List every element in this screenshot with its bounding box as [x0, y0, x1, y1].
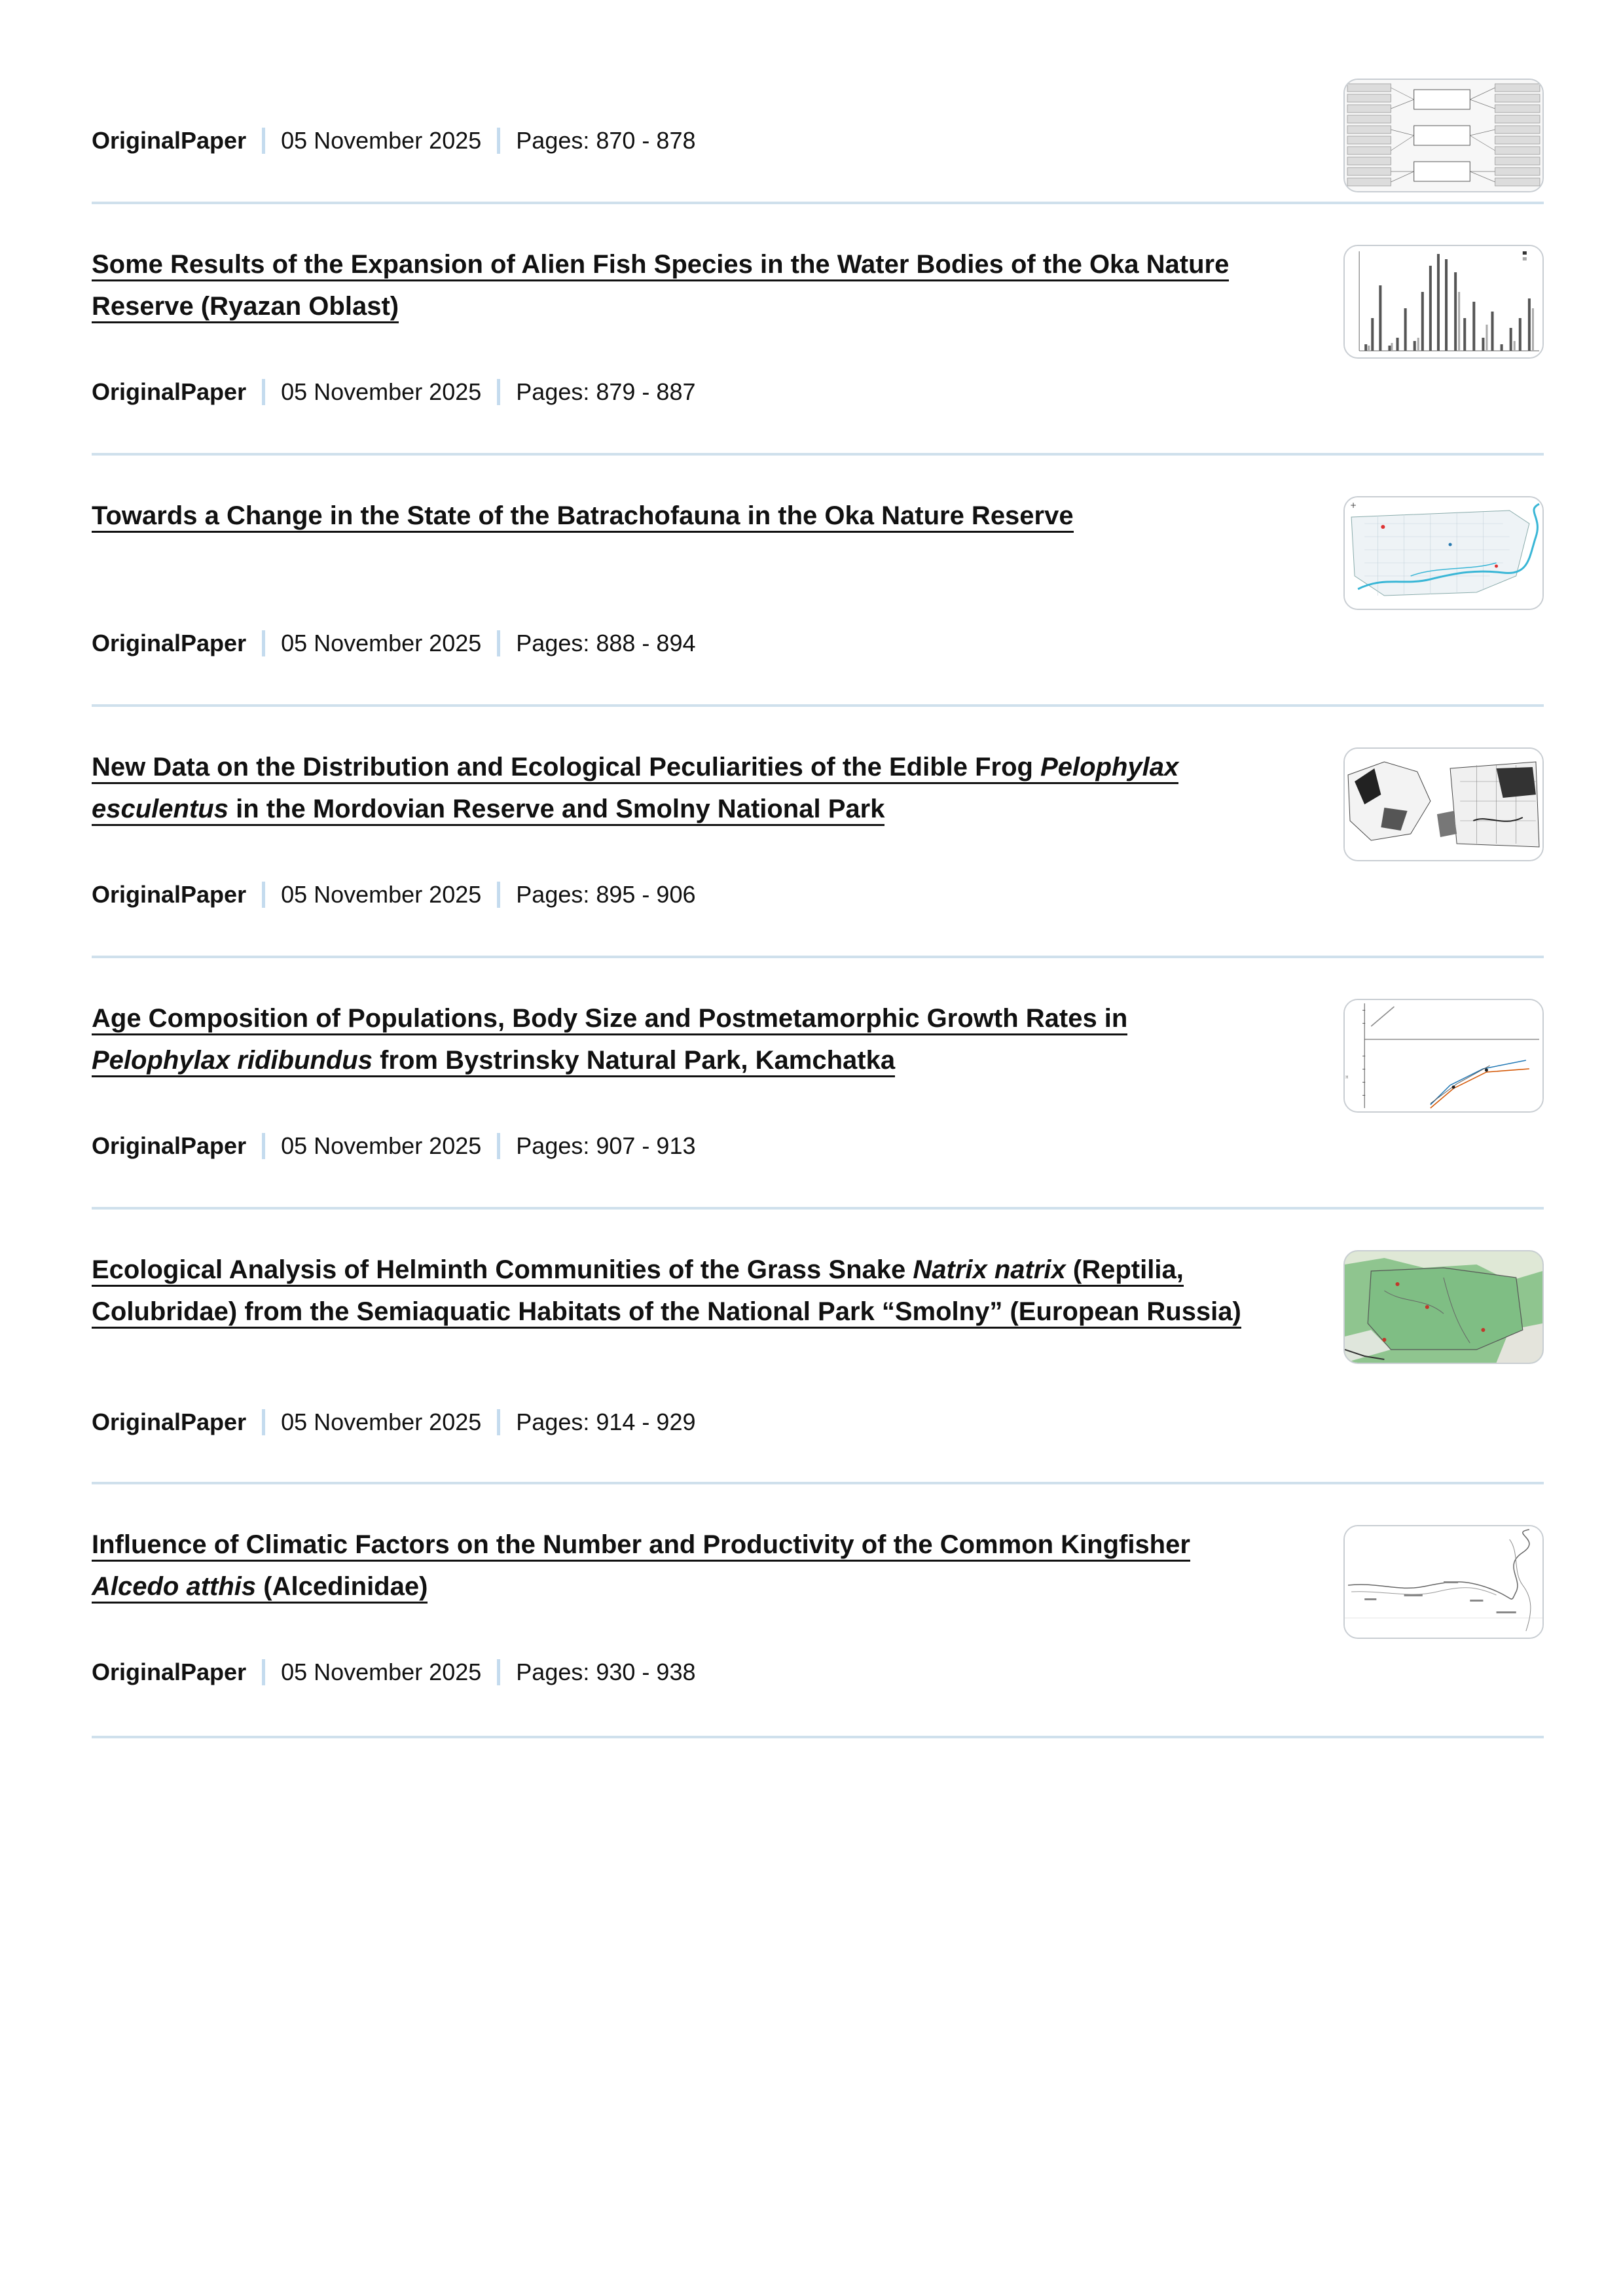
- content-type: OriginalPaper: [92, 881, 247, 908]
- article-item: [92, 707, 1544, 958]
- article-title: [92, 746, 1257, 830]
- species-name: Alcedo atthis: [92, 1572, 257, 1601]
- article-item: [92, 204, 1544, 456]
- content-type: OriginalPaper: [92, 1132, 247, 1159]
- article-item: [92, 1484, 1544, 1738]
- page-range: Pages: 914 - 929: [516, 1408, 696, 1435]
- content-type: OriginalPaper: [92, 1659, 247, 1685]
- species-name: Natrix natrix: [913, 1255, 1066, 1284]
- content-type: OriginalPaper: [92, 378, 247, 405]
- meta-separator: [497, 882, 500, 908]
- meta-separator: [262, 630, 265, 656]
- article-title-link[interactable]: Some Results of the Expansion of Alien Fish Species in the Water Bodies of the Oka Nature Reserve (Ryazan Oblast): [92, 250, 1229, 323]
- meta-separator: [262, 1409, 265, 1435]
- article-title: [92, 495, 1257, 537]
- meta-separator: [497, 630, 500, 656]
- article-title-link[interactable]: Age Composition of Populations, Body Size and Postmetamorphic Growth Rates in Pelophylax ridibundus from Bystrinsky Natural Park, Kamchatka: [92, 1004, 1127, 1077]
- meta-separator: [262, 1133, 265, 1159]
- meta-separator: [497, 128, 500, 154]
- meta-separator: [262, 882, 265, 908]
- article-item: [92, 1210, 1544, 1484]
- page-range: Pages: 888 - 894: [516, 630, 696, 656]
- article-meta: [92, 878, 695, 911]
- article-meta: [92, 1130, 695, 1162]
- river-map-thumbnail[interactable]: [1343, 1525, 1544, 1639]
- publication-date: 05 November 2025: [281, 1659, 482, 1685]
- article-title: [92, 1524, 1257, 1607]
- article-list: [92, 0, 1544, 1741]
- article-title: [92, 1249, 1257, 1333]
- meta-separator: [497, 1659, 500, 1685]
- publication-date: 05 November 2025: [281, 881, 482, 908]
- publication-date: 05 November 2025: [281, 127, 482, 154]
- article-title-link[interactable]: Influence of Climatic Factors on the Number and Productivity of the Common Kingfisher Alcedo atthis (Alcedinidae): [92, 1530, 1190, 1604]
- article-meta: [92, 124, 695, 157]
- svg-text:+: +: [1350, 501, 1357, 510]
- svg-text:ᴴ: ᴴ: [1345, 1075, 1353, 1079]
- content-type: OriginalPaper: [92, 630, 247, 656]
- article-meta: [92, 376, 695, 408]
- article-item: [92, 958, 1544, 1210]
- item-divider: [92, 1736, 1544, 1738]
- article-meta: [92, 627, 695, 660]
- article-title-link[interactable]: Towards a Change in the State of the Batrachofauna in the Oka Nature Reserve: [92, 501, 1074, 533]
- publication-date: 05 November 2025: [281, 1408, 482, 1435]
- content-type: OriginalPaper: [92, 1408, 247, 1435]
- publication-date: 05 November 2025: [281, 630, 482, 656]
- article-meta: [92, 1656, 695, 1689]
- green-map-thumbnail[interactable]: [1343, 1250, 1544, 1364]
- page-range: Pages: 879 - 887: [516, 378, 696, 405]
- meta-separator: [497, 379, 500, 405]
- article-title: [92, 243, 1257, 327]
- article-meta: [92, 1406, 695, 1439]
- species-name: Pelophylax ridibundus: [92, 1046, 373, 1075]
- article-item: [92, 0, 1544, 204]
- publication-date: 05 November 2025: [281, 378, 482, 405]
- page-range: Pages: 895 - 906: [516, 881, 696, 908]
- content-type: OriginalPaper: [92, 127, 247, 154]
- meta-separator: [262, 128, 265, 154]
- meta-separator: [262, 379, 265, 405]
- article-title: [92, 997, 1257, 1081]
- flow-diagram-thumbnail[interactable]: [1343, 79, 1544, 192]
- page-range: Pages: 907 - 913: [516, 1132, 696, 1159]
- map-thumbnail[interactable]: [1343, 747, 1544, 861]
- species-name: Pelophylax esculentus: [92, 753, 1179, 823]
- line-chart-thumbnail[interactable]: [1343, 999, 1544, 1113]
- article-title-link[interactable]: New Data on the Distribution and Ecological Peculiarities of the Edible Frog Pelophylax esculentus in the Mordovian Reserve and Smolny National Park: [92, 753, 1178, 826]
- article-item: [92, 456, 1544, 707]
- meta-separator: [497, 1409, 500, 1435]
- article-title-link[interactable]: Ecological Analysis of Helminth Communities of the Grass Snake Natrix natrix (Reptilia, Colubridae) from the Semiaquatic Habitats of the National Park “Smolny” (European Russia): [92, 1255, 1241, 1329]
- bar-chart-thumbnail[interactable]: [1343, 245, 1544, 359]
- publication-date: 05 November 2025: [281, 1132, 482, 1159]
- meta-separator: [262, 1659, 265, 1685]
- page-range: Pages: 870 - 878: [516, 127, 696, 154]
- page-range: Pages: 930 - 938: [516, 1659, 696, 1685]
- map-thumbnail[interactable]: [1343, 496, 1544, 610]
- meta-separator: [497, 1133, 500, 1159]
